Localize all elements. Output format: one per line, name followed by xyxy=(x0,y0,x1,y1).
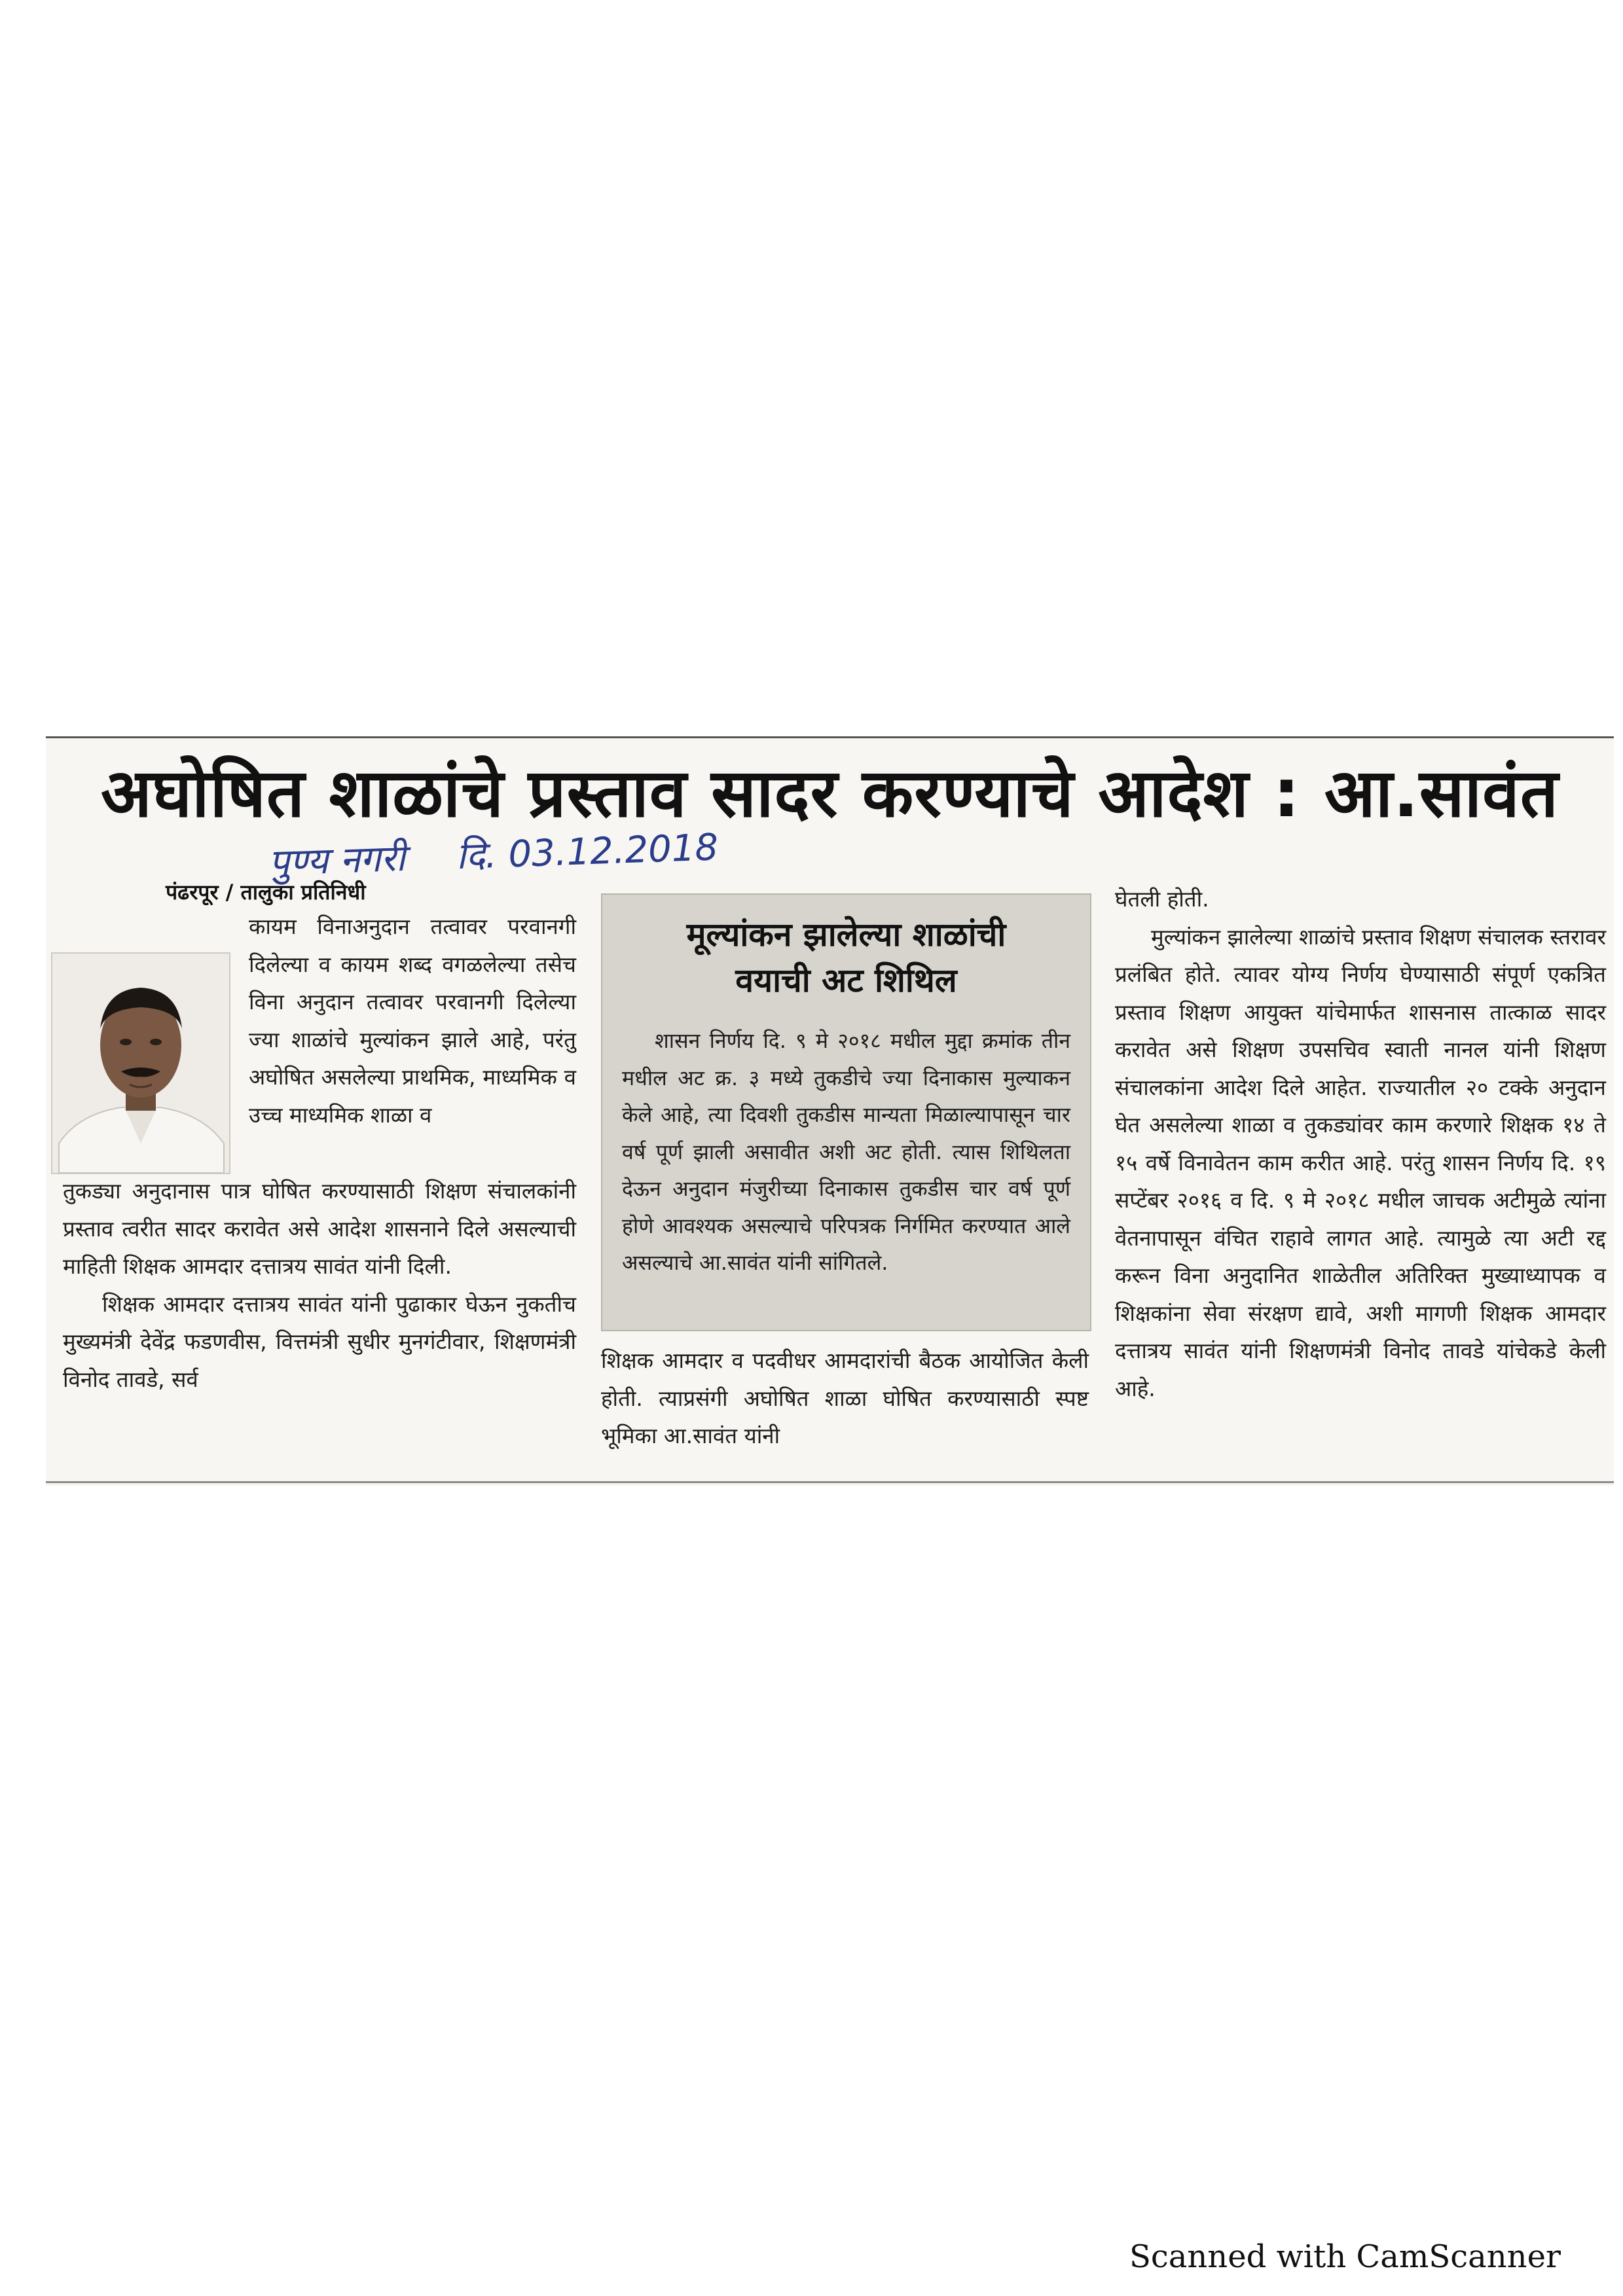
sidebar-box-title xyxy=(602,912,1090,1003)
column-1-paragraph-1: तुकड्या अनुदानास पात्र घोषित करण्यासाठी शिक्षण संचालकांनी प्रस्ताव त्वरीत सादर करावेत असे आदेश शासनाने दिले असल्याची माहिती शिक्षक आमदार दत्तात्रय सावंत यांनी दिली. xyxy=(63,1178,576,1279)
column-3-paragraph-1: घेतली होती. xyxy=(1115,886,1209,912)
sidebar-box xyxy=(601,893,1091,1331)
dateline: पंढरपूर / तालुका प्रतिनिधी xyxy=(166,880,366,905)
column-1-paragraph-2: शिक्षक आमदार दत्तात्रय सावंत यांनी पुढाकार घेऊन नुकतीच मुख्यमंत्री देवेंद्र फडणवीस, वित्तमंत्री सुधीर मुनगंटीवार, शिक्षणमंत्री विनोद तावडे, सर्व xyxy=(63,1291,576,1392)
headline: अघोषित शाळांचे प्रस्ताव सादर करण्याचे आदेश : आ.सावंत xyxy=(100,755,1559,833)
handwritten-date: दि. 03.12.2018 xyxy=(455,826,720,878)
portrait-photo xyxy=(51,952,230,1174)
person-photo-icon xyxy=(52,954,229,1173)
sidebar-title-line-1: मूल्यांकन झालेल्या शाळांची xyxy=(686,916,1006,954)
column-3-text xyxy=(1115,880,1606,1407)
column-1-top-paragraph: कायम विनाअनुदान तत्वावर परवानगी दिलेल्या व कायम शब्द वगळलेल्या तसेच विना अनुदान तत्वावर परवानगी दिलेल्या ज्या शाळांचे मुल्यांकन झाले आहे, परंतु अघोषित असलेल्या प्राथमिक, माध्यमिक व उच्च माध्यमिक शाळा व xyxy=(249,914,576,1128)
bottom-rule xyxy=(46,1481,1614,1483)
sidebar-box-body xyxy=(622,1022,1070,1282)
newspaper-clipping xyxy=(46,736,1614,1486)
scanner-watermark: Scanned with CamScanner xyxy=(1129,2238,1561,2275)
column-1-top-text xyxy=(249,908,576,1134)
top-rule xyxy=(46,736,1614,738)
column-3-paragraph-2: मुल्यांकन झालेल्या शाळांचे प्रस्ताव शिक्षण संचालक स्तरावर प्रलंबित होते. त्यावर योग्य निर्णय घेण्यासाठी संपूर्ण एकत्रित प्रस्ताव शिक्षण आयुक्त यांचेमार्फत शासनास तात्काळ सादर करावेत असे शिक्षण उपसचिव स्वाती नानल यांनी शिक्षण संचालकांना आदेश दिले आहेत. राज्यातील २० टक्के अनुदान घेत असलेल्या शाळा व तुकड्यांवर काम करणारे शिक्षक १४ ते १५ वर्षे विनावेतन काम करीत आहे. परंतु शासन निर्णय दि. १९ सप्टेंबर २०१६ व दि. ९ मे २०१८ मधील जाचक अटीमुळे त्यांना वेतनापासून वंचित राहावे लागत आहे. त्यामुळे त्या अटी रद्द करून विना अनुदानित शाळेतील अतिरिक्त मुख्याध्यापक व शिक्षकांना सेवा संरक्षण द्यावे, अशी मागणी शिक्षक आमदार दत्तात्रय सावंत यांनी शिक्षणमंत्री विनोद तावडे यांचेकडे केली आहे. xyxy=(1115,924,1606,1401)
handwritten-paper-name: पुण्य नगरी xyxy=(268,836,407,885)
column-2-bottom-text xyxy=(601,1342,1089,1455)
sidebar-paragraph: शासन निर्णय दि. ९ मे २०१८ मधील मुद्दा क्रमांक तीन मधील अट क्र. ३ मध्ये तुकडीचे ज्या दिनाकास मुल्याकन केले आहे, त्या दिवशी तुकडीस मान्यता मिळाल्यापासून चार वर्ष पूर्ण झाली असावीत अशी अट होती. त्यास शिथिलता देऊन अनुदान मंजुरीच्या दिनाकास तुकडीस चार वर्ष पूर्ण होणे आवश्यक असल्याचे परिपत्रक निर्गमित करण्यात आले असल्याचे आ.सावंत यांनी सांगितले. xyxy=(622,1028,1070,1275)
column-1-bottom-text xyxy=(63,1172,576,1398)
column-2-paragraph: शिक्षक आमदार व पदवीधर आमदारांची बैठक आयोजित केली होती. त्याप्रसंगी अघोषित शाळा घोषित करण्यासाठी स्पष्ट भूमिका आ.सावंत यांनी xyxy=(601,1348,1089,1448)
sidebar-title-line-2: वयाची अट शिथिल xyxy=(735,961,957,999)
